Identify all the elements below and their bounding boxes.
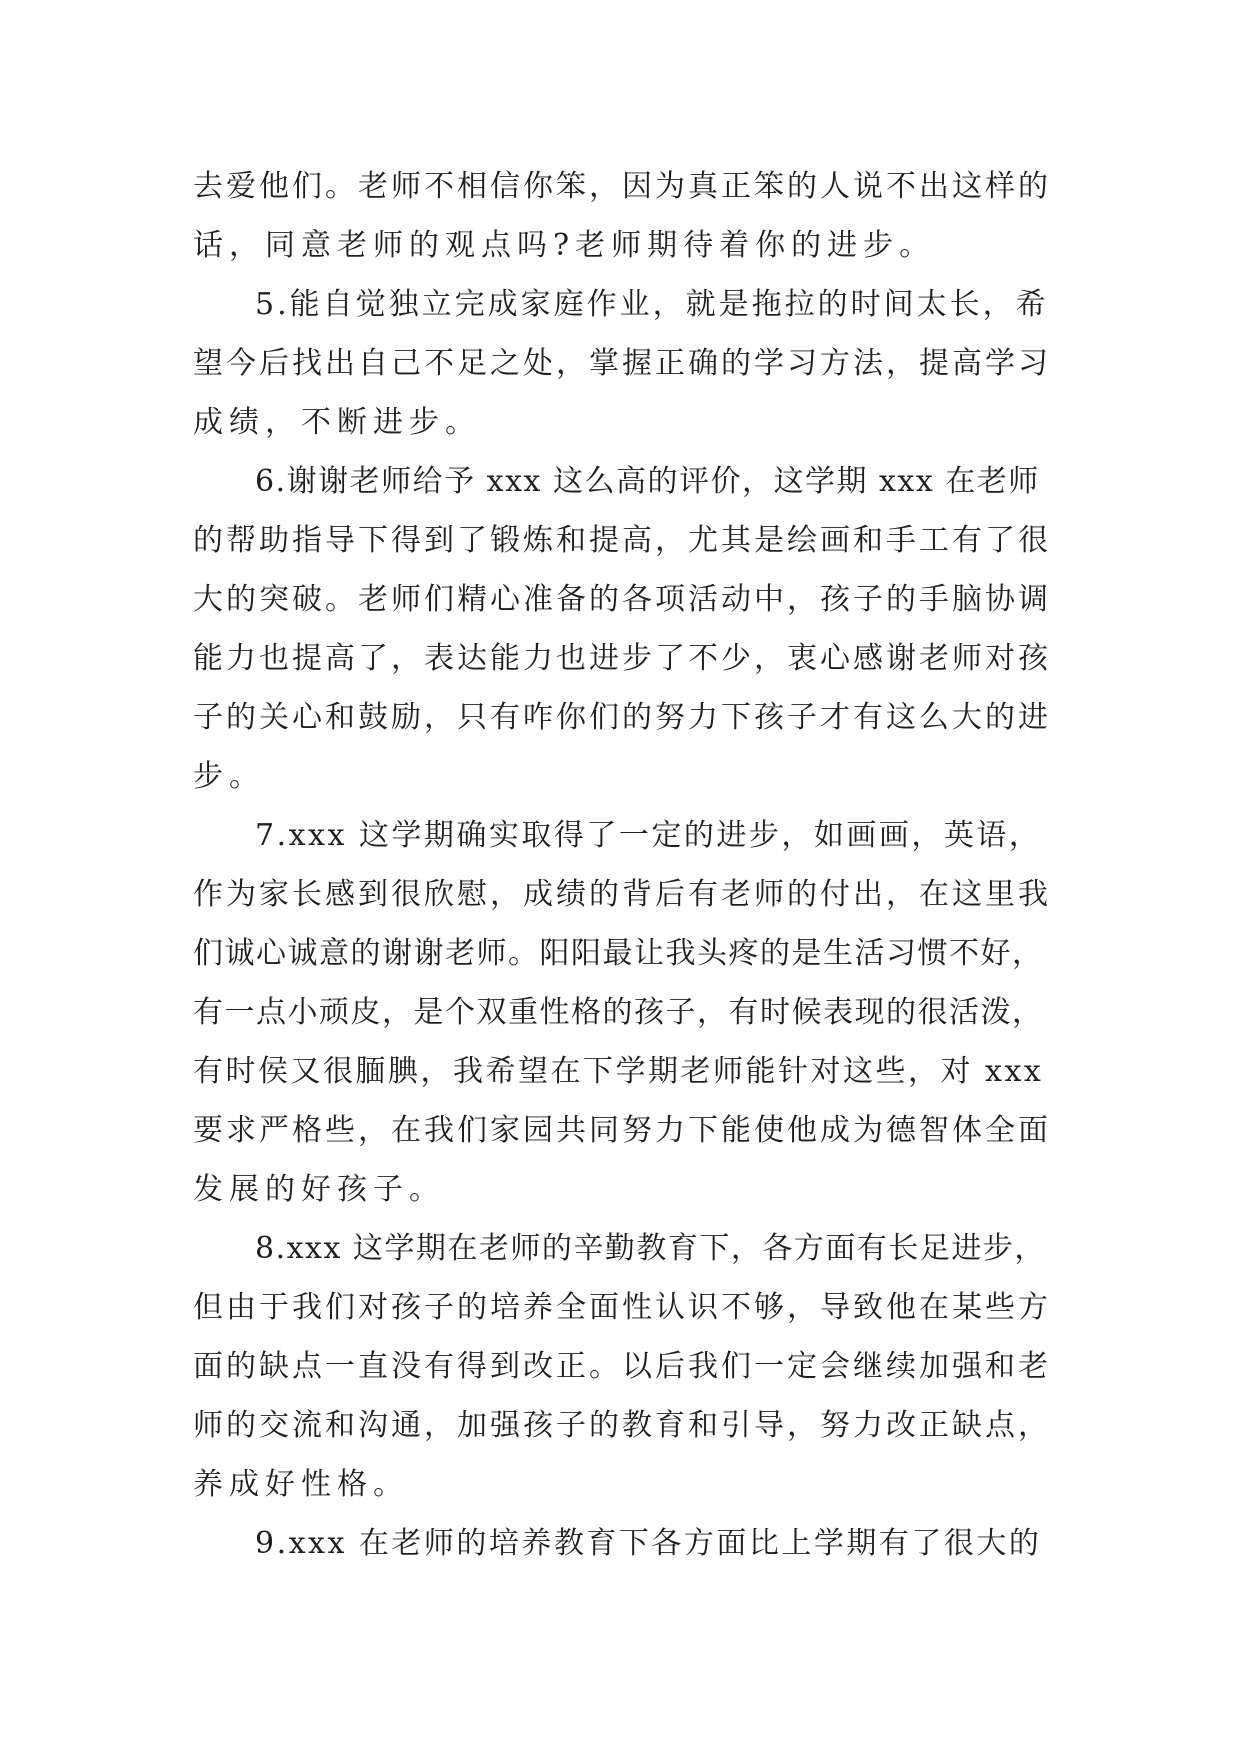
text-line: 有一点小顽皮，是个双重性格的孩子，有时候表现的很活泼， bbox=[193, 995, 1044, 1030]
text-line: 大的突破。老师们精心准备的各项活动中，孩子的手脑协调 bbox=[193, 582, 1051, 617]
paragraph-6-first-line: 6.谢谢老师给予 xxx 这么高的评价，这学期 xxx 在老师 bbox=[255, 464, 1040, 499]
paragraph-8-first-line: 8.xxx 这学期在老师的辛勤教育下，各方面有长足进步， bbox=[255, 1231, 1046, 1266]
text-line: 望今后找出自己不足之处，掌握正确的学习方法，提高学习 bbox=[193, 346, 1051, 381]
paragraph-5-first-line: 5.能自觉独立完成家庭作业，就是拖拉的时间太长，希 bbox=[255, 287, 1049, 322]
text-line: 发展的好孩子。 bbox=[193, 1172, 445, 1207]
text-line: 们诚心诚意的谢谢老师。阳阳最让我头疼的是生活习惯不好， bbox=[193, 936, 1044, 971]
text-line: 面的缺点一直没有得到改正。以后我们一定会继续加强和老 bbox=[193, 1349, 1051, 1384]
text-line: 能力也提高了，表达能力也进步了不少，衷心感谢老师对孩 bbox=[193, 641, 1051, 676]
text-line: 有时侯又很腼腆，我希望在下学期老师能针对这些，对 xxx bbox=[193, 1054, 1044, 1089]
paragraph-7-first-line: 7.xxx 这学期确实取得了一定的进步，如画画，英语， bbox=[255, 818, 1042, 853]
text-line: 步。 bbox=[193, 759, 265, 794]
text-line: 去爱他们。老师不相信你笨，因为真正笨的人说不出这样的 bbox=[193, 169, 1051, 204]
paragraph-9-first-line: 9.xxx 在老师的培养教育下各方面比上学期有了很大的 bbox=[255, 1526, 1042, 1561]
document-body bbox=[193, 157, 1053, 1573]
text-line: 要求严格些，在我们家园共同努力下能使他成为德智体全面 bbox=[193, 1113, 1051, 1148]
text-line: 作为家长感到很欣慰，成绩的背后有老师的付出，在这里我 bbox=[193, 877, 1051, 912]
text-line: 养成好性格。 bbox=[193, 1467, 409, 1502]
text-line: 但由于我们对孩子的培养全面性认识不够，导致他在某些方 bbox=[193, 1290, 1051, 1325]
text-line: 成绩，不断进步。 bbox=[193, 405, 481, 440]
text-line: 话，同意老师的观点吗?老师期待着你的进步。 bbox=[193, 228, 936, 263]
text-line: 的帮助指导下得到了锻炼和提高，尤其是绘画和手工有了很 bbox=[193, 523, 1051, 558]
text-line: 子的关心和鼓励，只有咋你们的努力下孩子才有这么大的进 bbox=[193, 700, 1051, 735]
text-line: 师的交流和沟通，加强孩子的教育和引导，努力改正缺点， bbox=[193, 1408, 1051, 1443]
